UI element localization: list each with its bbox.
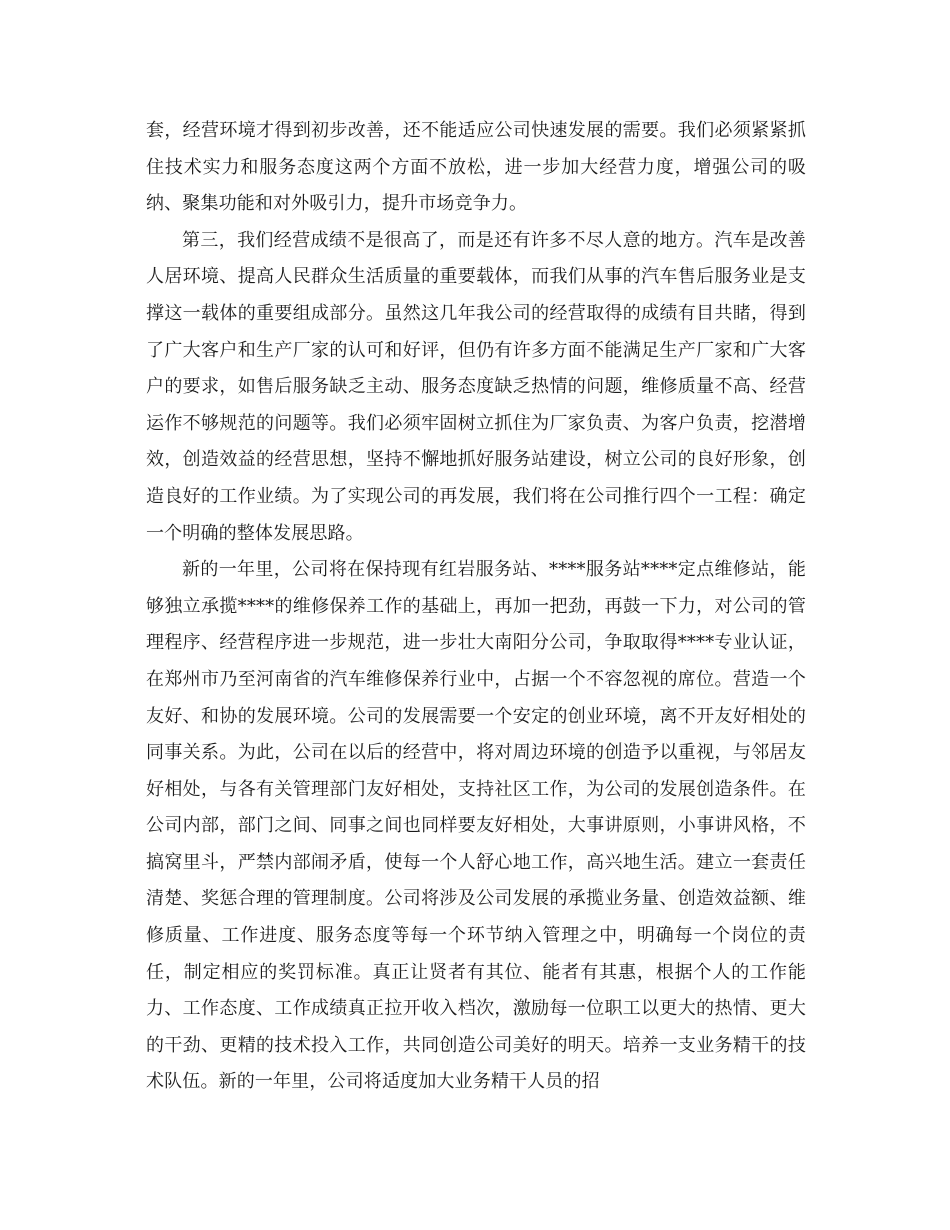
paragraph-new-year-plan: 新的一年里，公司将在保持现有红岩服务站、****服务站****定点维修站，能够独立承揽****的维修保养工作的基础上，再加一把劲，再鼓一下力，对公司的管理程序、经营程序进一步规范，进一步壮大南阳分公司，争取取得****专业认证，在郑州市乃至河南省的汽车维修保养行业中，占据一个不容忽视的席位。营造一个友好、和协的发展环境。公司的发展需要一个安定的创业环境，离不开友好相处的同事关系。为此，公司在以后的经营中，将对周边环境的创造予以重视，与邻居友好相处，与各有关管理部门友好相处，支持社区工作，为公司的发展创造条件。在公司内部，部门之间、同事之间也同样要友好相处，大事讲原则，小事讲风格，不搞窝里斗，严禁内部闹矛盾，使每一个人舒心地工作，高兴地生活。建立一套责任清楚、奖惩合理的管理制度。公司将涉及公司发展的承揽业务量、创造效益额、维修质量、工作进度、服务态度等每一个环节纳入管理之中，明确每一个岗位的责任，制定相应的奖罚标准。真正让贤者有其位、能者有其惠，根据个人的工作能力、工作态度、工作成绩真正拉开收入档次，激励每一位职工以更大的热情、更大的干劲、更精的技术投入工作，共同创造公司美好的明天。培养一支业务精干的技术队伍。新的一年里，公司将适度加大业务精干人员的招 — [146, 559, 806, 1093]
paragraph-continuation: 套，经营环境才得到初步改善，还不能适应公司快速发展的需要。我们必须紧紧抓住技术实力和服务态度这两个方面不放松，进一步加大经营力度，增强公司的吸纳、聚集功能和对外吸引力，提升市场竞争力。 — [146, 120, 806, 215]
document-body — [146, 113, 806, 1101]
paragraph-third-point: 第三，我们经营成绩不是很高了，而是还有许多不尽人意的地方。汽车是改善人居环境、提高人民群众生活质量的重要载体，而我们从事的汽车售后服务业是支撑这一载体的重要组成部分。虽然这几年我公司的经营取得的成绩有目共睹，得到了广大客户和生产厂家的认可和好评，但仍有许多方面不能满足生产厂家和广大客户的要求，如售后服务缺乏主动、服务态度缺乏热情的问题，维修质量不高、经营运作不够规范的问题等。我们必须牢固树立抓住为厂家负责、为客户负责，挖潜增效，创造效益的经营思想，坚持不懈地抓好服务站建设，树立公司的良好形象，创造良好的工作业绩。为了实现公司的再发展，我们将在公司推行四个一工程：确定一个明确的整体发展思路。 — [146, 229, 806, 544]
